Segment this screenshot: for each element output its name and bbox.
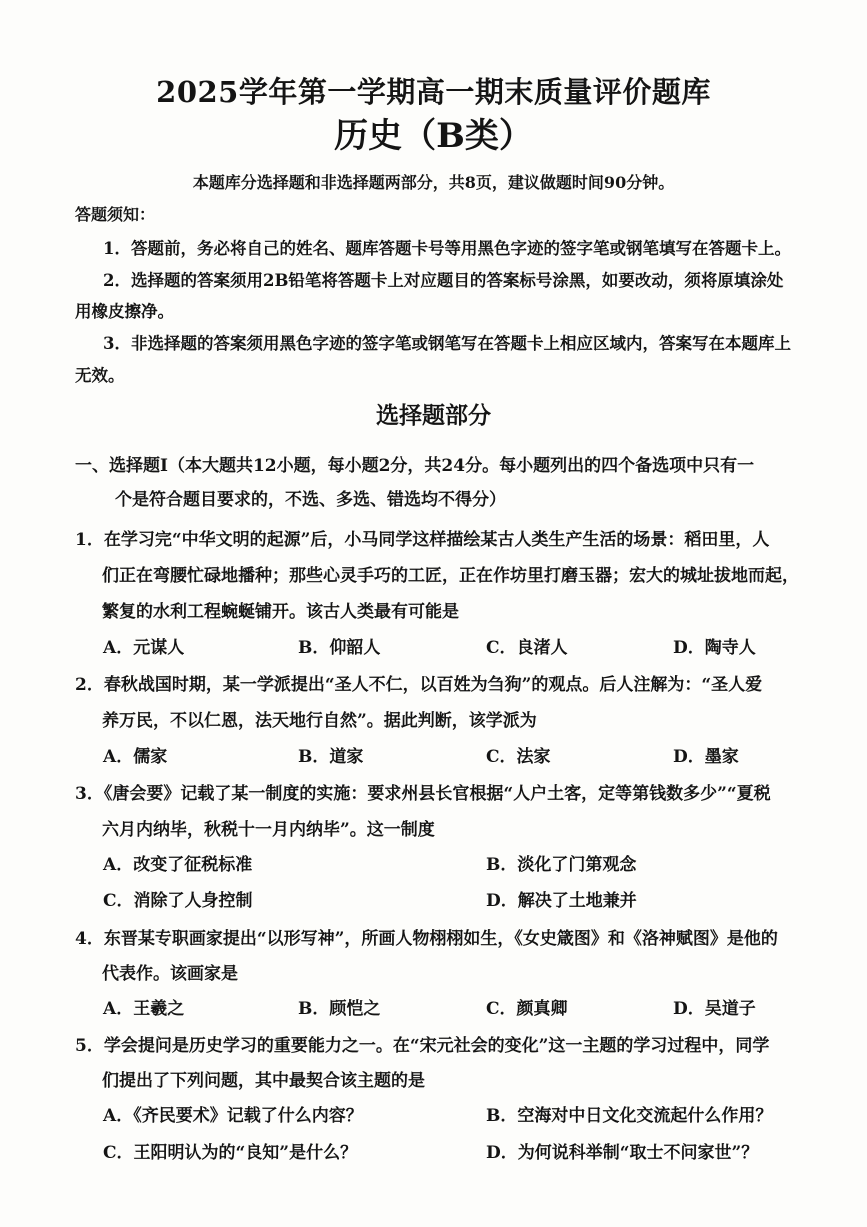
exam-title: 2025学年第一学期高一期末质量评价题库 [156,75,711,109]
question-5-option-a[interactable]: A．《齐民要术》记载了什么内容？ [103,1106,363,1126]
notice-heading: 答题须知： [75,205,156,224]
question-4-line-2: 代表作。该画家是 [102,964,238,984]
notice-item-2-line-1: 2．选择题的答案须用2B铅笔将答题卡上对应题目的答案标号涂黑，如要改动，须将原填涂处 [103,271,784,290]
question-1-option-c[interactable]: C．良渚人 [486,638,568,658]
question-4-option-a[interactable]: A．王羲之 [103,999,185,1019]
question-1-line-2: 们正在弯腰忙碌地播种；那些心灵手巧的工匠，正在作坊里打磨玉器；宏大的城址拔地而起， [102,566,799,586]
question-1-option-b[interactable]: B．仰韶人 [298,638,381,658]
notice-item-3-line-2: 无效。 [75,366,125,385]
question-4-option-d[interactable]: D．吴道子 [673,999,756,1019]
question-2-line-2: 养万民，不以仁恩，法天地行自然”。据此判断，该学派为 [102,711,537,731]
section-heading-line-2: 个是符合题目要求的，不选、多选、错选均不得分） [115,490,506,510]
notice-item-2-line-2: 用橡皮擦净。 [75,302,174,321]
subject-title: 历史（B类） [334,116,533,156]
section-heading-line-1: 一、选择题Ⅰ（本大题共12小题，每小题2分，共24分。每小题列出的四个备选项中只有一 [75,456,755,476]
question-5-option-d[interactable]: D．为何说科举制“取士不问家世”？ [486,1143,759,1163]
question-5-line-2: 们提出了下列问题，其中最契合该主题的是 [102,1071,425,1091]
question-4-option-c[interactable]: C．颜真卿 [486,999,568,1019]
question-2-option-d[interactable]: D．墨家 [673,747,739,767]
question-5-option-b[interactable]: B．空海对中日文化交流起什么作用？ [486,1106,773,1126]
question-3-option-a[interactable]: A．改变了征税标准 [103,855,253,875]
question-1-line-3: 繁复的水利工程蜿蜒铺开。该古人类最有可能是 [102,602,459,622]
question-2-option-b[interactable]: B．道家 [298,747,364,767]
question-1-option-d[interactable]: D．陶寺人 [673,638,756,658]
section-title: 选择题部分 [376,402,491,429]
question-5-line-1: 5．学会提问是历史学习的重要能力之一。在“宋元社会的变化”这一主题的学习过程中，同学 [75,1036,770,1056]
question-4-line-1: 4．东晋某专职画家提出“以形写神”，所画人物栩栩如生，《女史箴图》和《洛神赋图》是他的 [75,929,778,949]
question-5-option-c[interactable]: C．王阳明认为的“良知”是什么？ [103,1143,358,1163]
question-3-option-c[interactable]: C．消除了人身控制 [103,891,253,911]
question-2-line-1: 2．春秋战国时期，某一学派提出“圣人不仁，以百姓为刍狗”的观点。后人注解为：“圣人爱 [75,675,763,695]
exam-intro: 本题库分选择题和非选择题两部分，共8页，建议做题时间90分钟。 [192,173,675,192]
question-1-option-a[interactable]: A．元谋人 [103,638,185,658]
question-1-line-1: 1．在学习完“中华文明的起源”后，小马同学这样描绘某古人类生产生活的场景：稻田里，人 [75,530,770,550]
question-4-option-b[interactable]: B．顾恺之 [298,999,381,1019]
question-2-option-a[interactable]: A．儒家 [103,747,168,767]
notice-item-1: 1．答题前，务必将自己的姓名、题库答题卡号等用黑色字迹的签字笔或钢笔填写在答题卡上。 [103,239,791,258]
question-2-option-c[interactable]: C．法家 [486,747,551,767]
question-3-line-2: 六月内纳毕，秋税十一月内纳毕”。这一制度 [102,820,435,840]
question-3-line-1: 3．《唐会要》记载了某一制度的实施：要求州县长官根据“人户土客，定等第钱数多少”“夏税 [75,784,771,804]
question-3-option-d[interactable]: D．解决了土地兼并 [486,891,637,911]
question-3-option-b[interactable]: B．淡化了门第观念 [486,855,637,875]
notice-item-3-line-1: 3．非选择题的答案须用黑色字迹的签字笔或钢笔写在答题卡上相应区域内，答案写在本题库上 [103,334,791,353]
